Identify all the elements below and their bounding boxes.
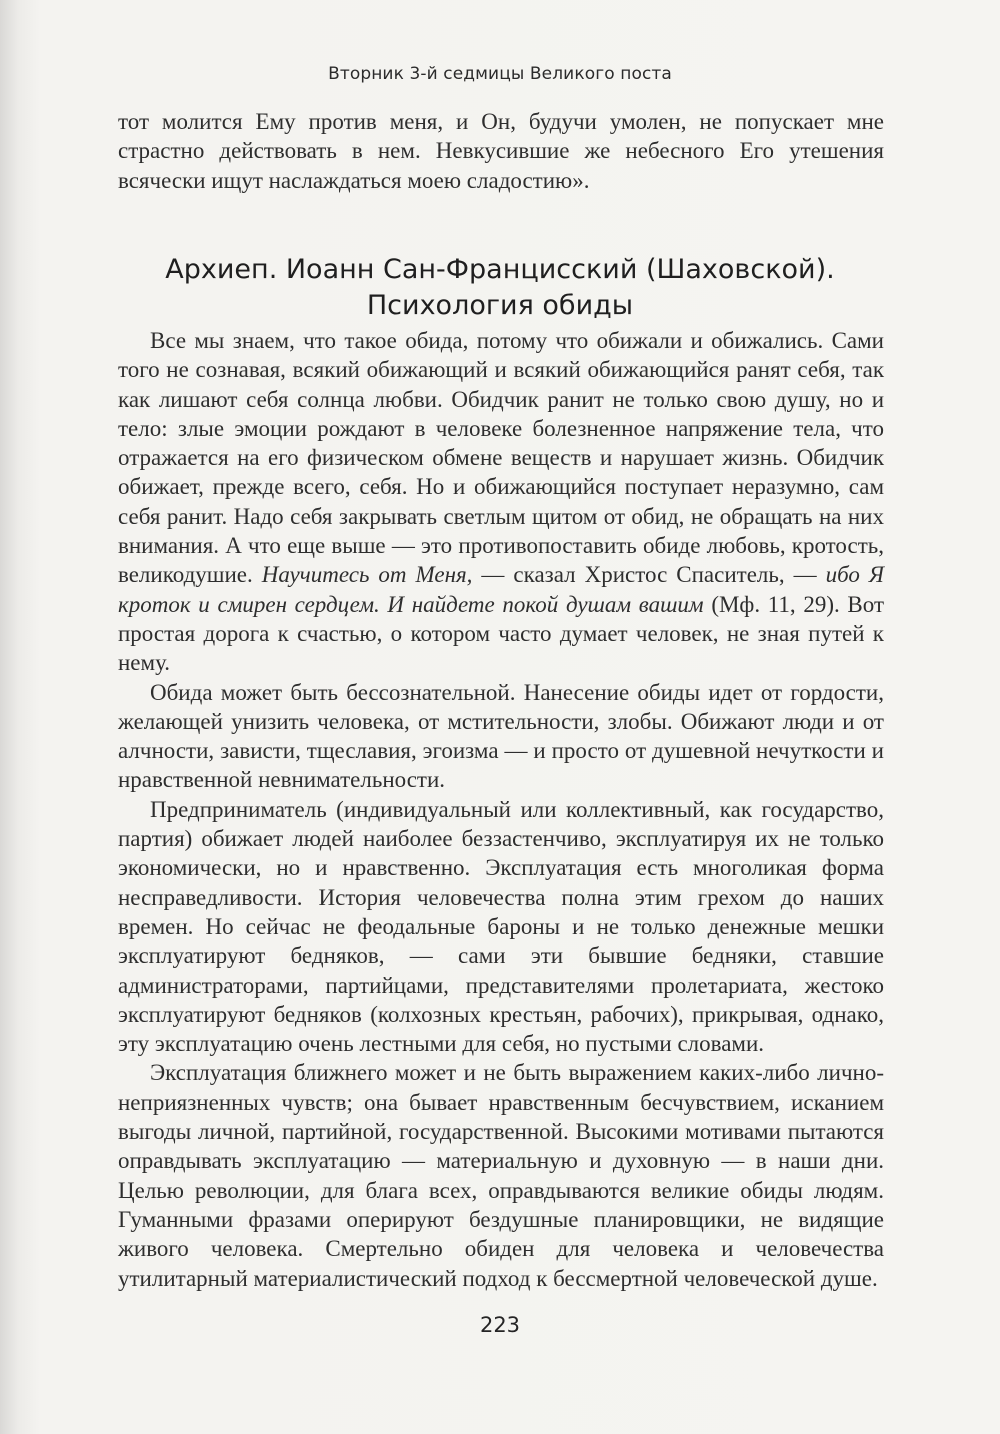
paragraph-3: Предприниматель (индивидуальный или коллективный, как государство, партия) обижает людей наиболее беззастенчиво, эксплуатируя их не только экономически, но и нравственно. Эксплуатация есть многоликая форма несправедливости. История человечества полна этим грехом до наших времен. Но сейчас не феодальные бароны и не только денежные мешки эксплуатируют бедняков, — сами эти бывшие бедняки, ставшие администраторами, партийцами, представителями пролетариата, жестоко эксплуатируют бедняков (колхозных крестьян, рабочих), прикрывая, однако, эту эксплуатацию очень лестными для себя, но пустыми словами. <box>118 796 884 1057</box>
running-head: Вторник 3-й седмицы Великого поста <box>328 64 672 84</box>
paragraph-2: Обида может быть бессознательной. Нанесение обиды идет от гордости, желающей унизить человека, от мстительности, злобы. Обижают люди и от алчности, зависти, тщеславия, эгоизма — и просто от душевной нечуткости и нравственной невнимательности. <box>118 679 884 793</box>
scripture-quote-2: ибо Я кроток и смирен сердцем. И найдете покой душам вашим <box>118 562 884 617</box>
paragraph-1-part2: — сказал Христос Спаситель, — <box>481 562 817 588</box>
section-body <box>118 326 884 1293</box>
section-heading-line2: Психология обиды <box>366 290 634 321</box>
paragraph-1-part3: (Мф. 11, 29). Вот простая дорога к счастью, о котором часто думает человек, не зная путей к нему. <box>118 591 884 676</box>
intro-text <box>118 107 884 195</box>
paragraph-4: Эксплуатация ближнего может и не быть выражением каких-либо лично-неприязненных чувств; она бывает нравственным бесчувствием, исканием выгоды личной, партийной, государственной. Высокими мотивами пытаются оправдывать эксплуатацию — материальную и духовную — в наши дни. Целью революции, для блага всех, оправдываются великие обиды людям. Гуманными фразами оперируют бездушные планировщики, не видящие живого человека. Смертельно обиден для человека и человечества утилитарный материалистический подход к бессмертной человеческой душе. <box>118 1060 884 1291</box>
paragraph-1 <box>118 326 884 678</box>
page-number: 223 <box>479 1313 521 1337</box>
scripture-quote-1: Научитесь от Меня, <box>261 562 473 588</box>
section-heading <box>0 252 1000 324</box>
section-heading-line1: Архиеп. Иоанн Сан-Францисский (Шаховской). <box>165 254 835 285</box>
paragraph-1-part1: Все мы знаем, что такое обида, потому что обижали и обижались. Сами того не сознавая, всякий обижающий и всякий обижающийся ранят себя, так как лишают себя солнца любви. Обидчик ранит не только свою душу, но и тело: злые эмоции рождают в человеке болезненное напряжение тела, что отражается на его физическом обмене веществ и нарушает жизнь. Обидчик обижает, прежде всего, себя. Но и обижающийся поступает неразумно, сам себя ранит. Надо себя закрывать светлым щитом от обид, не обращать на них внимания. А что еще выше — это противопоставить обиде любовь, кротость, великодушие. <box>118 328 884 588</box>
intro-paragraph: тот молится Ему против меня, и Он, будучи умолен, не попускает мне страстно действовать в нем. Невкусившие же небесного Его утешения всячески ищут наслаждаться моею сладостию». <box>118 109 884 193</box>
